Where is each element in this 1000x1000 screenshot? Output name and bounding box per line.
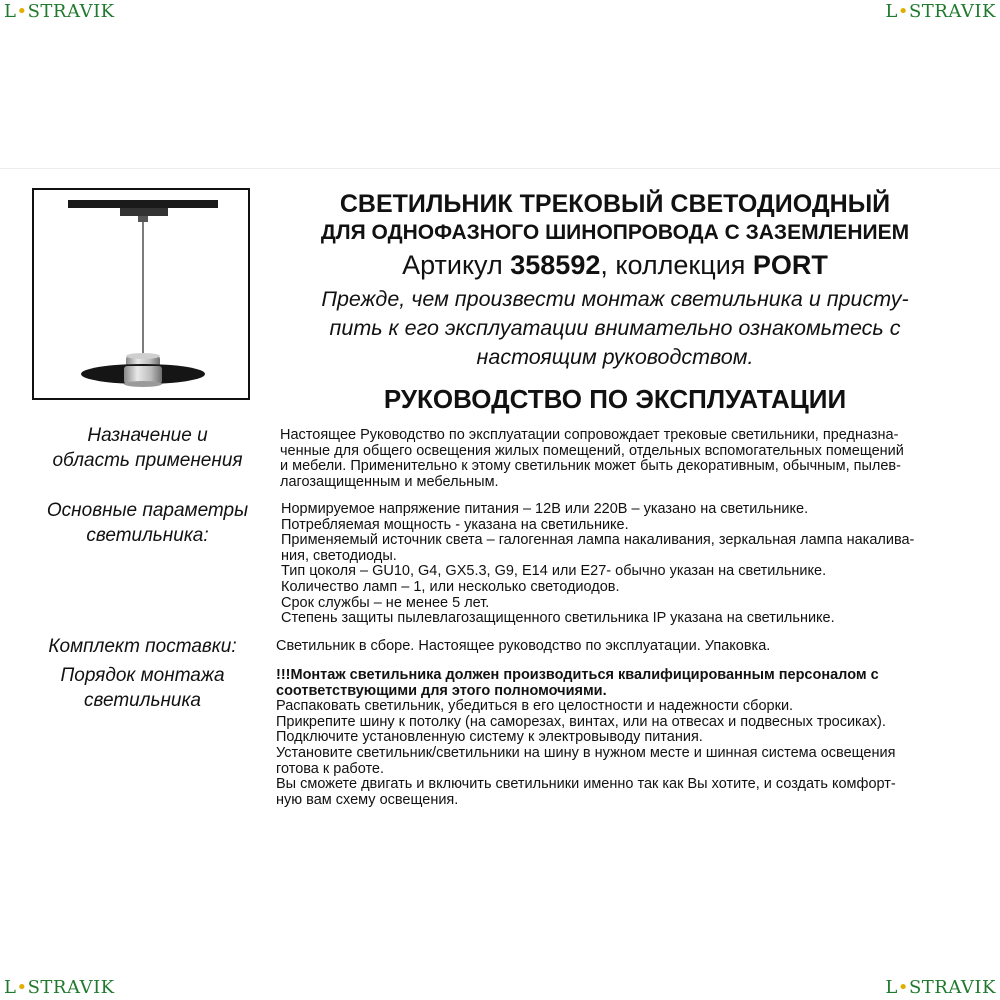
track-adapter — [120, 208, 168, 216]
article-line — [260, 247, 970, 283]
product-image-frame — [32, 188, 250, 400]
section-installation-body: !!!Монтаж светильника должен производиться квалифицированным персоналом с соответствующими для этого полномочиями. Распаковать светильник, убедиться в его целостности и надежности сборки. Прикрепите шину к потолку (на саморезах, винтах, или на отвесах и подвесных тросиках). Подключите установленную систему к электровыводу питания. Установите светильник/светильники на шину в нужном месте и шинная система освещения готова к работе. Вы сможете двигать и включить светильники именно так как Вы хотите, и создать комфорт- ную вам схему освещения. — [276, 667, 896, 808]
watermark-logo-top-left: L•STRAVIK — [4, 1, 115, 22]
section-installation-label: Порядок монтажа светильника — [60, 665, 225, 711]
section-purpose-body: Настоящее Руководство по эксплуатации сопровождает трековые светильники, предназна- ченные для общего освещения жилых помещений, отдельных вспомогательных помещений и мебели. Применительно к этому светильник может быть декоративным, обычным, пылев- лагозащищенным и мебельным. — [280, 427, 904, 490]
section-parameters-label: Основные параметры светильника: — [46, 500, 249, 546]
page-divider — [0, 168, 1000, 169]
manual-title: РУКОВОДСТВО ПО ЭКСПЛУАТАЦИИ — [383, 384, 847, 414]
article-number: 358592 — [510, 250, 601, 280]
collection-name: PORT — [752, 250, 828, 280]
product-subtitle: ДЛЯ ОДНОФАЗНОГО ШИНОПРОВОДА С ЗАЗЕМЛЕНИЕМ — [320, 221, 910, 244]
installation-warning: соответствующими для этого полномочиями. — [276, 682, 607, 699]
product-title: СВЕТИЛЬНИК ТРЕКОВЫЙ СВЕТОДИОДНЫЙ — [339, 190, 891, 218]
watermark-logo-bottom-right: L•STRAVIK — [885, 977, 996, 998]
collection-label: , коллекция — [600, 250, 746, 280]
lamp-diffuser-bottom — [124, 381, 162, 387]
track-rail — [68, 200, 218, 208]
pendant-lamp-illustration — [34, 190, 248, 398]
watermark-logo-top-right: L•STRAVIK — [885, 1, 996, 22]
section-package-label: Комплект поставки: — [48, 636, 237, 657]
lamp-cylinder-top — [126, 353, 160, 359]
section-purpose-label: Назначение и область применения — [52, 425, 243, 471]
section-parameters-body: Нормируемое напряжение питания – 12В или 220В – указано на светильнике. Потребляемая мощность - указана на светильнике. Применяемый источник света – галогенная лампа накаливания, зеркальная лампа накалива- ния, светодиоды. Тип цоколя – GU10, G4, GX5.3, G9, E14 или E27- обычно указан на светильнике. Количество ламп – 1, или несколько светодиодов. Срок службы – не менее 5 лет. Степень защиты пылевлагозащищенного светильника IP указана на светильнике. — [281, 501, 915, 627]
watermark-logo-bottom-left: L•STRAVIK — [4, 977, 115, 998]
installation-warning: !!!Монтаж светильника должен производиться квалифицированным персоналом с — [276, 667, 879, 683]
section-package-body: Светильник в сборе. Настоящее руководство по эксплуатации. Упаковка. — [276, 638, 771, 654]
notice-text: Прежде, чем произвести монтаж светильника и присту- пить к его эксплуатации внимательно ознакомьтесь с настоящим руководством. — [321, 287, 909, 369]
article-label: Артикул — [402, 250, 503, 280]
cable-clamp — [138, 216, 148, 222]
